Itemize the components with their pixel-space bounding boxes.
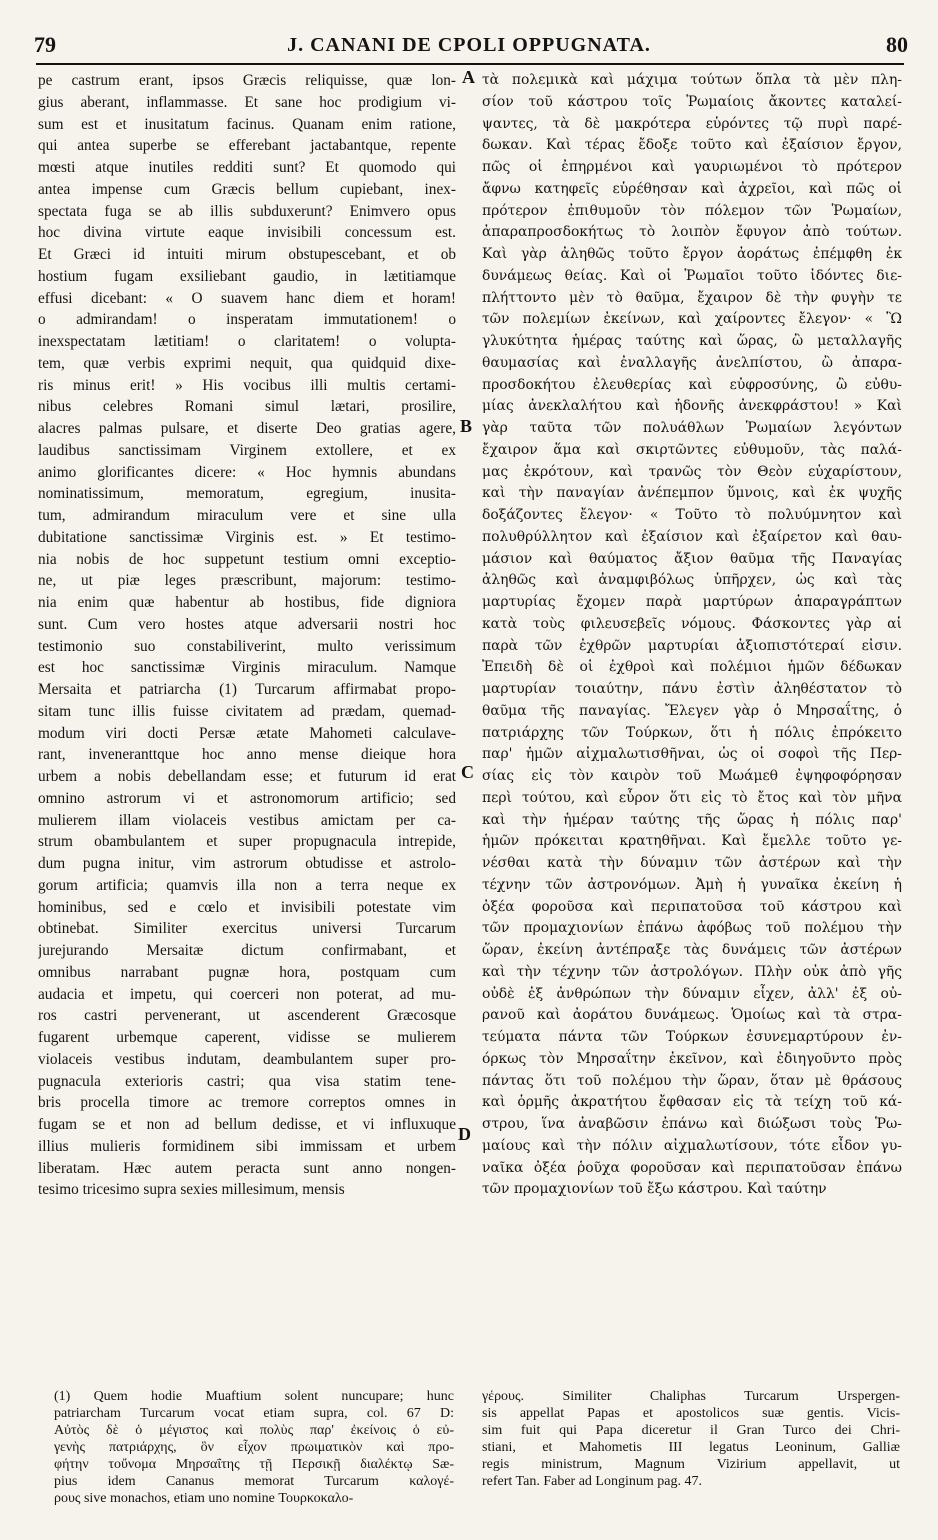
greek-column bbox=[482, 70, 902, 1201]
footnote-left bbox=[54, 1388, 454, 1507]
latin-text-line: liberatam. Hæc autem peracta sunt anno nongen- bbox=[38, 1159, 456, 1177]
latin-text-line: illius mulieris formidinem sibi immissam et urbem bbox=[38, 1137, 456, 1155]
latin-text-line: hostium fugam exsiliebant gaudio, in lætitiamque bbox=[38, 267, 456, 285]
greek-text-line: γὰρ ταῦτα τῶν πολυάθλων Ῥωμαίων λεγόντων bbox=[482, 420, 902, 436]
latin-text-line: sitam tunc illis fuisse civitatem ad prædam, quemad- bbox=[38, 702, 456, 720]
greek-text-line: μάσιον καὶ θαύματος ἄξιον θαῦμα τῆς Παναγίας bbox=[482, 550, 902, 567]
page-number-left: 79 bbox=[34, 32, 56, 57]
latin-text-line: omnino astrorum vi et astronomorum artificio; sed bbox=[38, 789, 456, 807]
greek-text-line: πῶς οἱ ἐπηρμένοι καὶ γαυριωμένοι τὸ πρότερον bbox=[482, 159, 902, 175]
latin-text-line: rant, inveneranttque hoc anno mense dieique hora bbox=[38, 746, 456, 764]
latin-text-line: mulierem illam violaceis vestibus amictam per ca- bbox=[38, 811, 456, 829]
greek-text-line: σίας εἰς τὸν καιρὸν τοῦ Μωάμεθ ἐψηφοφόρησαν bbox=[482, 768, 902, 784]
greek-text-line: ὥραν, ἐκείνη ἀντέπραξε τὰς δυνάμεις τῶν ἀστέρων bbox=[482, 942, 902, 958]
latin-text-line: bris procella timore ac tremore correptos omnes in bbox=[38, 1094, 456, 1112]
greek-text-line: πολυθρύλλητον καὶ ἐξαίσιον καὶ ἐξαίρετον καὶ θαυ- bbox=[482, 528, 902, 545]
footnote-line: φήτην τοὔνομα Μηρσαΐτης τῇ Περσικῇ διαλέκτῳ Sæ- bbox=[54, 1457, 454, 1472]
latin-text-line: dubitatione sanctissimæ Virginis est. » Et testimo- bbox=[38, 528, 456, 546]
greek-text-line: πάντας ὅτι τοῦ πολέμου τὴν ὥραν, ὅταν μὲ θράσους bbox=[482, 1072, 902, 1089]
greek-text-line: τῶν προμαχιονίων τοῦ ἔξω κάστρου. Καὶ ταύτην bbox=[482, 1181, 827, 1198]
greek-text-line: ρανοῦ καὶ ἀοράτου δυνάμεως. Ὁμοίως καὶ τὰ στρα- bbox=[482, 1007, 902, 1024]
footnote-line: stiani, et Mahometis III legatus Leoninum, Galliæ bbox=[482, 1440, 900, 1455]
latin-text-line: fugam se et non ad bellum dedisse, et vi influxuque bbox=[38, 1116, 456, 1133]
latin-text-line: violaceis vestibus indutam, deambulantem super pro- bbox=[38, 1050, 456, 1068]
greek-text-line: δωκαν. Καὶ τέρας ἔδοξε τοῦτο καὶ ἐξαίσιον ἔργον, bbox=[482, 137, 902, 154]
margin-mark-b: B bbox=[460, 416, 473, 436]
latin-text-line: o admirandam! o insperatam immutationem! o bbox=[38, 311, 456, 329]
greek-text-line: μαρτυρίαν τοιαύτην, πάνυ ἐστὶν ἀληθέστατον τὸ bbox=[482, 681, 902, 697]
greek-text-line: γλυκύτητα ἡμέρας ταύτης καὶ ὥρας, ὢ μεταλλαγῆς bbox=[482, 333, 902, 349]
latin-text-line: ros castri pervenerant, ut ascenderent Græcosque bbox=[38, 1007, 456, 1025]
footnote-line: refert Tan. Faber ad Longinum pag. 47. bbox=[482, 1474, 702, 1489]
latin-text-line: nibus celebres Romani simul lætari, prosilire, bbox=[38, 398, 456, 416]
latin-column bbox=[38, 70, 456, 1201]
greek-text-line: ναῖκα ὀξέα ῥοῦχα φοροῦσαν καὶ περιπατοῦσαν ἐπάνω bbox=[482, 1159, 902, 1176]
greek-text-line: Καὶ γὰρ ἀληθῶς τοῦτο ἔργον ἀοράτως ἐπέμφθη ἐκ bbox=[482, 246, 902, 262]
latin-text-line: animo glorificantes dicere: « Hoc hymnis abundans bbox=[38, 463, 456, 481]
greek-text-line: τεύματα πάντα τῶν Τούρκων ἐσυνεμαρτύρουν ἐν- bbox=[482, 1029, 902, 1045]
margin-mark-a: A bbox=[462, 67, 475, 87]
greek-text-line: δυνάμεως θείας. Καὶ οἱ Ῥωμαῖοι τοῦτο ἰδόντες διε- bbox=[482, 267, 902, 284]
latin-text-line: est hoc sanctissimæ Virginis miraculum. Namque bbox=[38, 659, 456, 677]
latin-text-line: strum obambulantem et super propugnacula intrepide, bbox=[38, 833, 456, 851]
footnote-line: pius idem Cananus memorat Turcarum καλογέ- bbox=[54, 1474, 454, 1489]
footnote-line: Αὐτὸς δὲ ὁ μέγιστος καὶ πολὺς παρ' ἐκείνοις ὁ εὐ- bbox=[54, 1423, 454, 1438]
greek-text-line: μαίους καὶ τὴν πόλιν αἰχμαλωτίσουν, τότε εἶδον γυ- bbox=[482, 1137, 902, 1154]
page-header bbox=[0, 32, 938, 66]
greek-text-line: σίον τοῦ κάστρου τοῖς Ῥωμαίοις ἄκοντες καταλεί- bbox=[482, 93, 902, 110]
greek-text-line: καὶ τὴν παναγίαν ἀνέπεμπον ὕμνοις, καὶ ἐκ ψυχῆς bbox=[482, 485, 902, 502]
margin-mark-c: C bbox=[461, 762, 474, 782]
greek-text-line: τῶν προμαχιονίων ἐπάνω ἀφόβως τοῦ πολέμου τὴν bbox=[482, 920, 902, 937]
latin-text-line: dum pugna initur, vim astrorum obtudisse et astrolo- bbox=[38, 855, 456, 872]
greek-text-line: καὶ ὁρμῆς ἀκρατήτου ἔφθασαν εἰς τὰ τείχη τοῦ κά- bbox=[482, 1094, 902, 1111]
footnote-line: (1) Quem hodie Muaftium solent nuncupare; hunc bbox=[54, 1389, 454, 1404]
latin-text-line: nia enim quæ habentur ab hostibus, fide digniora bbox=[38, 594, 456, 611]
latin-text-line: ne, ut piæ leges præscribunt, majorum: testimo- bbox=[38, 572, 456, 590]
footnote-line: patriarcham Turcarum vocat etiam supra, col. 67 D: bbox=[54, 1406, 454, 1421]
latin-text-line: gorum artificia; quamvis illa non a terra neque ex bbox=[38, 876, 456, 894]
footnote-line: γέρους. Similiter Chaliphas Turcarum Urspergen- bbox=[482, 1389, 900, 1404]
latin-text-line: sunt. Cum vero hostes atque adversarii nostri hoc bbox=[38, 615, 456, 633]
greek-text-line: ἀπαραπροσδοκήτως τὸ λοιπὸν ἔφυγον ἀπὸ τούτων. bbox=[482, 224, 902, 241]
greek-text-line: νέσθαι κατὰ τὴν δύναμιν τῶν ἀστέρων καὶ τὴν bbox=[482, 855, 902, 871]
footnote-line: sim fuit qui Papa diceretur il Gran Turco dei Chri- bbox=[482, 1423, 900, 1438]
latin-text-line: pe castrum erant, ipsos Græcis reliquisse, quæ lon- bbox=[38, 72, 456, 89]
latin-text-line: pugnacula exterioris castri; qua visa statim tene- bbox=[38, 1072, 456, 1090]
latin-text-line: tesimo tricesimo supra sexies millesimum, mensis bbox=[38, 1181, 345, 1199]
latin-text-line: gius aberant, inflammasse. Et sane hoc prodigium vi- bbox=[38, 93, 456, 111]
greek-text-line: θαυμασίας καὶ ἐναλλαγῆς ἀνελπίστου, ὢ ἀπαρα- bbox=[482, 354, 902, 371]
latin-text-line: audacia et impetu, qui coerceri non poterat, ad mu- bbox=[38, 985, 456, 1003]
latin-text-line: omnibus narrabant pugnæ hora, postquam cum bbox=[38, 963, 456, 981]
footnote-line: ρους sive monachos, etiam uno nomine Τουρκοκαλο- bbox=[54, 1491, 354, 1506]
latin-text-line: effusi dicebant: « O suavem hanc diem et horam! bbox=[38, 289, 456, 307]
greek-text-line: Ἐπειδὴ δὲ οἱ ἐχθροὶ καὶ πολέμιοι ἡμῶν δέδωκαν bbox=[482, 659, 902, 676]
greek-text-line: ἡμῶν πρόκειται κρατηθῆναι. Καὶ ἔμελλε τοῦτο γε- bbox=[482, 833, 902, 850]
latin-text-line: nia nobis de hoc suppetunt testium omni exceptio- bbox=[38, 550, 456, 568]
greek-text-line: ὀξέα φοροῦσα καὶ περιπατοῦσα τοῦ κάστρου καὶ bbox=[482, 898, 902, 915]
latin-text-line: tem, quæ verbis exprimi nequit, qua quidquid dixe- bbox=[38, 354, 456, 372]
greek-text-line: πρότερον ἐπιθυμοῦν τὸν πόλεμον τῶν Ῥωμαίων, bbox=[482, 202, 902, 219]
latin-text-line: jurejurando Mersaitæ dictum confirmabant, et bbox=[38, 942, 456, 959]
greek-text-line: παρὰ τῶν ἐχθρῶν μαρτυρίαι ἀξιοπιστότεραί εἰσιν. bbox=[482, 637, 902, 654]
latin-text-line: alacres palmas pulsare, et diserte Deo gratias agere, bbox=[38, 420, 456, 437]
greek-text-line: οὐδὲ ἐξ ἀνθρώπων τὴν δύναμιν εἶχεν, ἀλλ' ἐξ οὐ- bbox=[482, 985, 902, 1002]
latin-text-line: hominibus, sed e cœlo et invisibili potestate vim bbox=[38, 898, 456, 916]
header-rule bbox=[36, 63, 904, 65]
greek-text-line: παρ' ἡμῶν αἰχμαλωτισθῆναι, ὡς οἱ σοφοὶ τῆς Περ- bbox=[482, 746, 902, 763]
latin-text-line: spectata fuga se ab illis subduxerunt? Enimvero opus bbox=[38, 202, 456, 220]
footnote-line: regis ministrum, Magnum Vizirium appellavit, ut bbox=[482, 1457, 900, 1472]
greek-text-line: θαῦμα τῆς παναγίας. Ἔλεγεν γὰρ ὁ Μηρσαΐτης, ὁ bbox=[482, 702, 902, 719]
latin-text-line: ris minus erit! » His vocibus illi multis certami- bbox=[38, 376, 456, 394]
greek-text-line: όρκως τὸν Μηρσαΐτην ἐκεῖνον, καὶ ἐδιηγοῦντο πρὸς bbox=[482, 1050, 902, 1067]
latin-text-line: antea impense cum Græcis bellum cupiebant, inex- bbox=[38, 180, 456, 198]
latin-text-line: Mersaita et patriarcha (1) Turcarum affirmabat propo- bbox=[38, 681, 456, 698]
greek-text-line: καὶ τὴν τέχνην τῶν ἀστρολόγων. Πλὴν οὐκ ἀπὸ γῆς bbox=[482, 963, 902, 980]
greek-text-line: προσδοκήτου ἐλευθερίας καὶ εὐφροσύνης, ὢ εὐθυ- bbox=[482, 376, 902, 393]
margin-mark-d: D bbox=[458, 1124, 471, 1144]
greek-text-line: δοξάζοντες ἔλεγον· « Τοῦτο τὸ πολυύμνητον καὶ bbox=[482, 507, 902, 523]
latin-text-line: testimonio suo constabiliverint, multo verissimum bbox=[38, 637, 456, 655]
running-title: J. CANANI DE CPOLI OPPUGNATA. bbox=[287, 34, 651, 56]
latin-text-line: laudibus sanctissimam Virginem extollere, et ex bbox=[38, 441, 456, 459]
latin-text-line: modum viri docti Persæ ætate Mahometi calculave- bbox=[38, 724, 456, 742]
greek-text-line: πατριάρχης τῶν Τούρκων, ὅτι ἡ πόλις ἐπρόκειτο bbox=[482, 724, 902, 741]
greek-text-line: τέχνην τῶν ἀστρονόμων. Ἀμὴ ἡ γυναῖκα ἐκείνη ἡ bbox=[482, 876, 902, 893]
latin-text-line: obtinebat. Similiter exercitus universi Turcarum bbox=[38, 920, 456, 938]
latin-text-line: tum, admirandum miraculum vere et sine ulla bbox=[38, 507, 456, 524]
latin-text-line: fugarent urbemque caperent, vidisse se mulierem bbox=[38, 1029, 456, 1046]
latin-text-line: urbem a nobis debellandam esse; et futurum id erat bbox=[38, 768, 456, 785]
greek-text-line: ἔχαιρον ἅμα καὶ σκιρτῶντες εὐθυμοῦν, τὰς παλά- bbox=[482, 441, 902, 458]
footnote-line: γενὴς πατριάρχης, ὃν εἶχον πρωιματικὸν καὶ προ- bbox=[54, 1440, 454, 1455]
latin-text-line: qui antea superbe se efferebant jactabantque, repente bbox=[38, 137, 456, 155]
greek-text-line: τῶν πολεμίων ἐκείνων, καὶ χαίροντες ἔλεγον· « Ὢ bbox=[482, 311, 902, 328]
footnote-line: sis appellat Papas et apostolicos suæ gentis. Vicis- bbox=[482, 1406, 900, 1421]
latin-text-line: sum est et inusitatum facinus. Quanam enim ratione, bbox=[38, 115, 456, 133]
footnote-right bbox=[482, 1388, 900, 1490]
greek-text-line: τὰ πολεμικὰ καὶ μάχιμα τούτων ὅπλα τὰ μὲν πλη- bbox=[482, 72, 902, 88]
latin-text-line: nominatissimum, memoratum, egregium, inusita- bbox=[38, 485, 456, 503]
greek-text-line: περὶ τούτου, καὶ εὗρον ὅτι εἰς τὸ ἔτος καὶ τὸν μῆνα bbox=[482, 789, 902, 806]
greek-text-line: ἀληθῶς καὶ ἀναμφιβόλως ὑπῆρχεν, ὡς καὶ τὰς bbox=[482, 572, 902, 589]
greek-text-line: μας ἐκρότουν, καὶ τρανῶς τὸν Θεὸν εὐχαρίστουν, bbox=[482, 463, 902, 480]
greek-text-line: στρου, ἵνα ἀναβῶσιν ἐπάνω καὶ διώξωσι τοὺς Ῥω- bbox=[482, 1116, 902, 1132]
greek-text-line: ψαντες, τὰ δὲ μακρότερα εὑρόντες τῷ πυρὶ παρέ- bbox=[482, 115, 902, 132]
greek-text-line: πλήττοντο μὲν τὸ θαῦμα, ἔχαιρον δὲ τὴν φυγὴν τε bbox=[482, 289, 902, 306]
latin-text-line: hoc divina virtute eaque invisibili concessum est. bbox=[38, 224, 456, 242]
greek-text-line: καὶ τὴν ἡμέραν ταύτης τῆς ὥρας ἡ πόλις παρ' bbox=[482, 811, 902, 828]
latin-text-line: inexspectatam lætitiam! o claritatem! o volupta- bbox=[38, 333, 456, 350]
greek-text-line: μαρτυρίας ἔχομεν παρὰ μαρτύρων ἀπαραγράπτων bbox=[482, 594, 902, 610]
greek-text-line: ἄφνω κατηφεῖς εὑρέθησαν καὶ ἀχρεῖοι, καὶ πῶς οἱ bbox=[482, 180, 902, 197]
latin-text-line: Et Græci id intuiti mirum obstupescebant, et ob bbox=[38, 246, 456, 263]
greek-text-line: μίας ἀνεκλαλήτου καὶ ἡδονῆς ἀνεκφράστου! » Καὶ bbox=[482, 398, 902, 415]
page-number-right: 80 bbox=[886, 32, 908, 57]
latin-text-line: mœsti atque inutiles redditi sunt? Et quomodo qui bbox=[38, 159, 456, 176]
greek-text-line: κατὰ τοὺς φιλευσεβεῖς νόμους. Φάσκοντες γὰρ αἱ bbox=[482, 615, 902, 632]
